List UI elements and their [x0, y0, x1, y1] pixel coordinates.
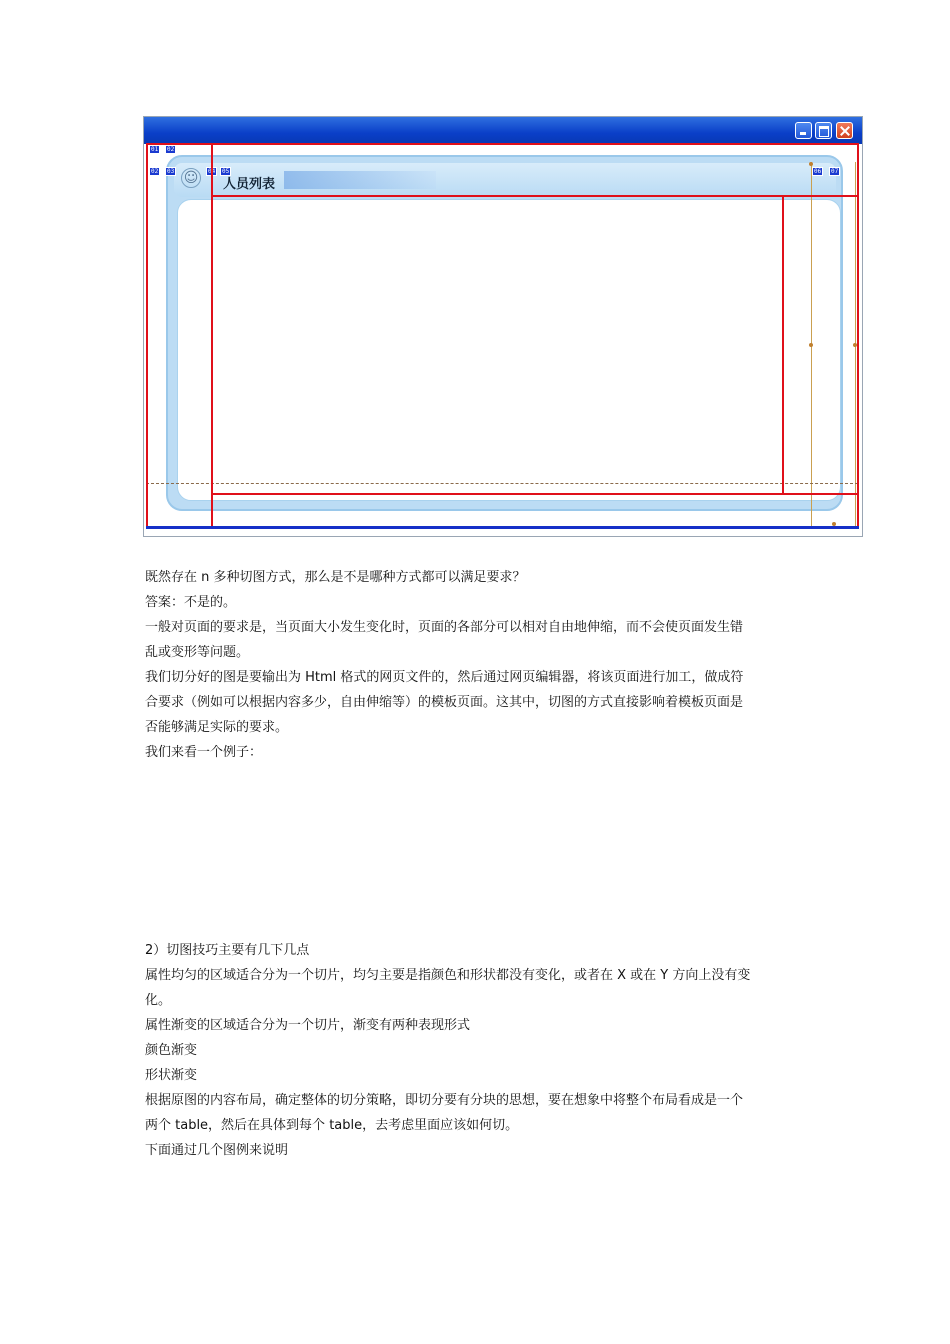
slice-tag: 06	[814, 168, 822, 175]
paragraph: 乱或变形等问题。	[145, 645, 250, 660]
slice-left-column	[146, 143, 213, 529]
paragraph: 答案：不是的。	[145, 595, 237, 610]
paragraph: 我们来看一个例子：	[145, 745, 263, 760]
maximize-icon	[815, 122, 832, 139]
smiley-icon: ☺	[181, 168, 201, 188]
slice-right-column	[782, 195, 859, 495]
slice-tag: 01	[151, 146, 159, 153]
paragraph: 我们切分好的图是要输出为 Html 格式的网页文件的，然后通过网页编辑器，将该页面进行加工，做成符	[145, 670, 744, 685]
bottom-border	[146, 526, 859, 529]
slicing-figure	[143, 116, 863, 537]
paragraph: 颜色渐变	[145, 1043, 198, 1058]
window-titlebar	[144, 117, 862, 144]
paragraph: 形状渐变	[145, 1068, 198, 1083]
paragraph: 否能够满足实际的要求。	[145, 720, 289, 735]
paragraph: 既然存在 n 多种切图方式，那么是不是哪种方式都可以满足要求？	[145, 570, 526, 585]
paragraph: 属性均匀的区域适合分为一个切片，均匀主要是指颜色和形状都没有变化，或者在 X 或在 Y 方向上没有变	[145, 968, 751, 983]
paragraph: 一般对页面的要求是，当页面大小发生变化时，页面的各部分可以相对自由地伸缩，而不会使页面发生错	[145, 620, 744, 635]
paragraph: 化。	[145, 993, 172, 1008]
slice-tag: 05	[222, 168, 230, 175]
close-icon	[836, 122, 853, 139]
slice-tag: 07	[831, 168, 839, 175]
minimize-icon	[795, 122, 812, 139]
slice-tag: 02	[167, 146, 175, 153]
paragraph: 属性渐变的区域适合分为一个切片，渐变有两种表现形式	[145, 1018, 471, 1033]
slice-tag: 02	[151, 168, 159, 175]
slice-header	[211, 143, 859, 197]
slice-tag: 04	[208, 168, 216, 175]
panel-title: 人员列表	[223, 177, 276, 192]
paragraph: 下面通过几个图例来说明	[145, 1143, 289, 1158]
slice-content	[211, 195, 784, 495]
slice-footer	[211, 493, 859, 529]
paragraph: 根据原图的内容布局，确定整体的切分策略，即切分要有分块的思想，要在想象中将整个布局看成是一个	[145, 1093, 744, 1108]
paragraph: 两个 table，然后在具体到每个 table，去考虑里面应该如何切。	[145, 1118, 519, 1133]
section-heading: 2）切图技巧主要有几下几点	[145, 943, 310, 958]
paragraph: 合要求（例如可以根据内容多少，自由伸缩等）的模板页面。这其中，切图的方式直接影响着模板页面是	[145, 695, 744, 710]
slice-tag: 03	[167, 168, 175, 175]
